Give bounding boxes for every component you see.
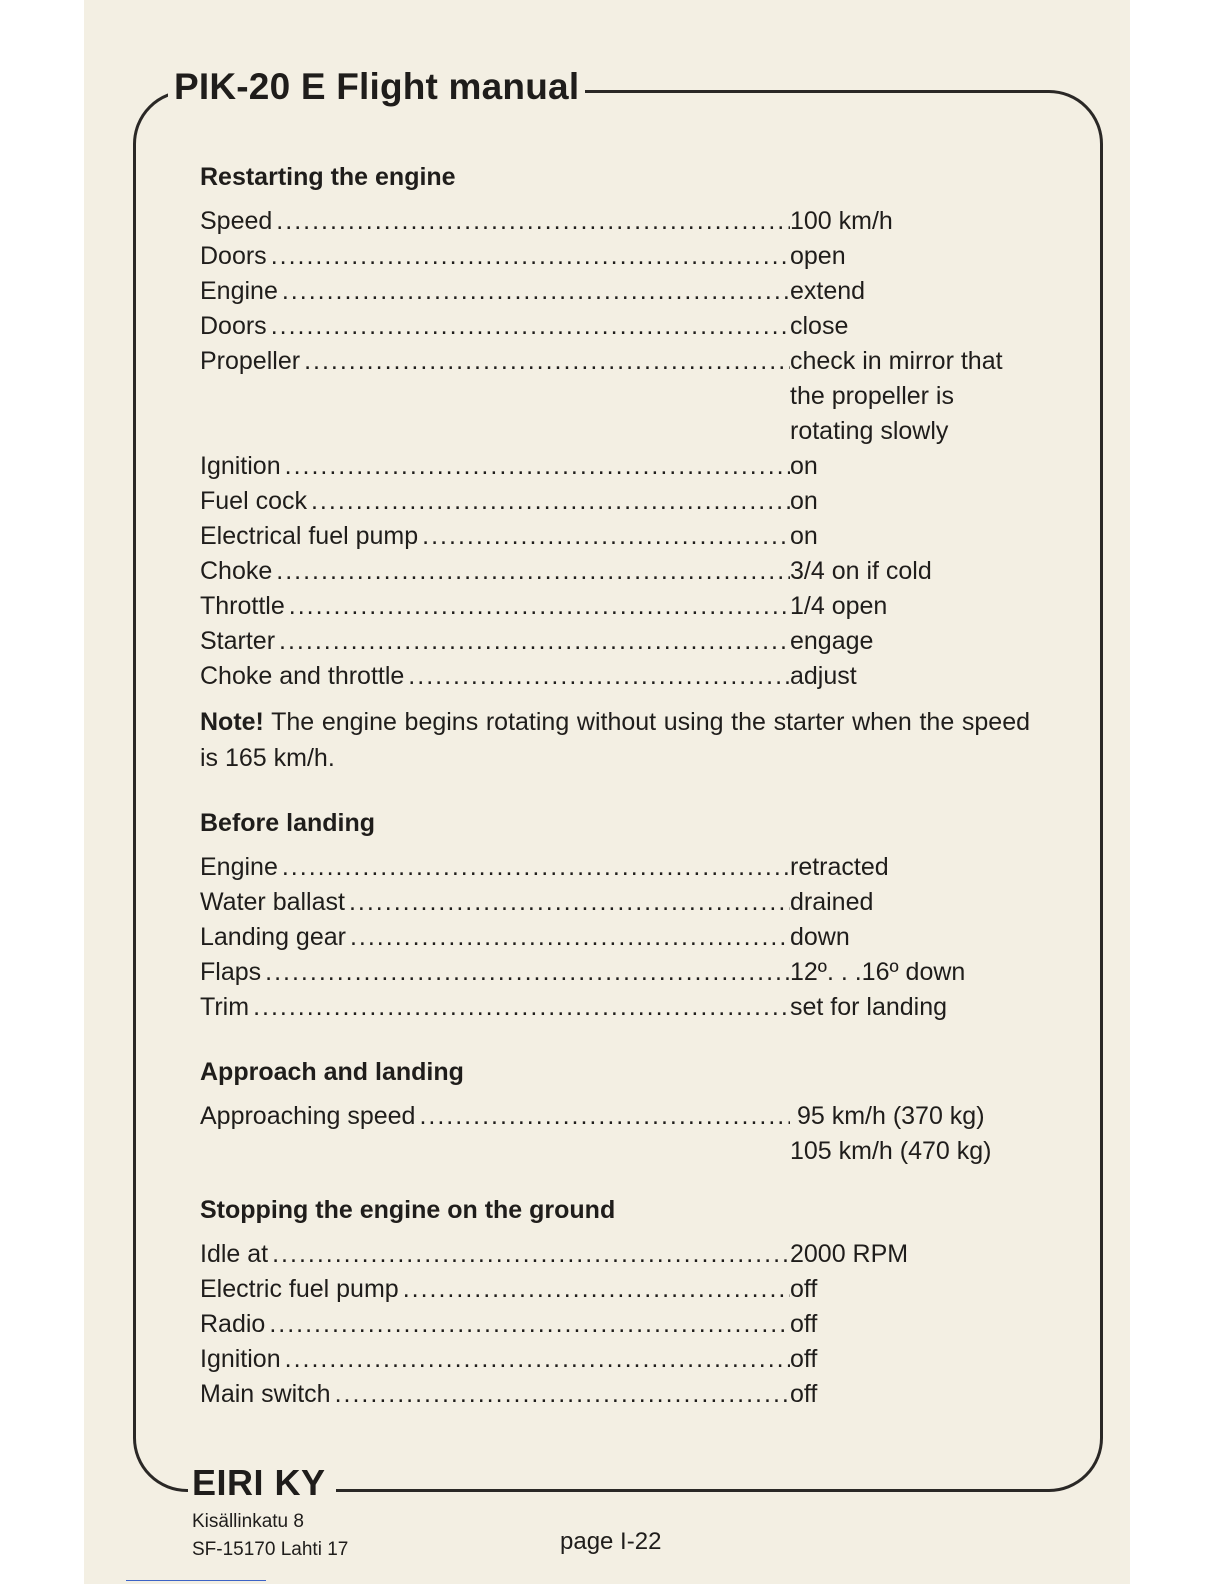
checklist-item-value-line: adjust bbox=[790, 662, 857, 690]
checklist-item-label bbox=[200, 885, 790, 920]
checklist-item-label-text: Trim bbox=[200, 993, 250, 1021]
checklist-item-label-text: Engine bbox=[200, 277, 278, 305]
checklist-row bbox=[200, 484, 1034, 519]
checklist-item-label-text: Idle at bbox=[200, 1240, 269, 1268]
checklist-row bbox=[200, 449, 1034, 484]
checklist-item-label bbox=[200, 1099, 790, 1134]
checklist-restarting bbox=[200, 204, 1034, 694]
note-text: The engine begins rotating without using the starter when the speed is 165 km/h. bbox=[200, 708, 1030, 772]
checklist-item-value-line: 1/4 open bbox=[790, 592, 888, 620]
checklist-item-label bbox=[200, 554, 790, 589]
checklist-item-value-line: off bbox=[790, 1275, 818, 1303]
dot-leader bbox=[307, 484, 790, 519]
checklist-item-value-line: on bbox=[790, 487, 818, 515]
note-paragraph bbox=[200, 704, 1030, 776]
checklist-row bbox=[200, 850, 1034, 885]
checklist-item-label-text: Main switch bbox=[200, 1380, 331, 1408]
checklist-item-label-text: Approaching speed bbox=[200, 1102, 416, 1130]
dot-leader bbox=[418, 519, 790, 554]
page-number: page I-22 bbox=[560, 1528, 662, 1555]
checklist-row bbox=[200, 519, 1034, 554]
manual-title: PIK-20 E Flight manual bbox=[168, 66, 585, 108]
checklist-row bbox=[200, 885, 1034, 920]
checklist-item-value bbox=[790, 449, 1034, 484]
address-line-street: Kisällinkatu 8 bbox=[192, 1511, 304, 1532]
dot-leader bbox=[275, 624, 790, 659]
checklist-item-value-line: the propeller is bbox=[790, 382, 954, 410]
checklist-row bbox=[200, 624, 1034, 659]
checklist-row bbox=[200, 1099, 1034, 1169]
dot-leader bbox=[249, 990, 790, 1025]
checklist-row bbox=[200, 1272, 1034, 1307]
checklist-item-value-line: 12º. . .16º down bbox=[790, 958, 966, 986]
checklist-item-value-line: down bbox=[790, 923, 850, 951]
checklist-item-value bbox=[790, 309, 1034, 344]
checklist-item-label bbox=[200, 204, 790, 239]
checklist-row bbox=[200, 1342, 1034, 1377]
checklist-item-value-line: on bbox=[790, 452, 818, 480]
checklist-item-label bbox=[200, 274, 790, 309]
checklist-item-value bbox=[790, 1099, 1034, 1169]
dot-leader bbox=[261, 955, 790, 990]
checklist-item-label-text: Fuel cock bbox=[200, 487, 307, 515]
checklist-item-label bbox=[200, 449, 790, 484]
checklist-item-label bbox=[200, 850, 790, 885]
checklist-item-value-line: on bbox=[790, 522, 818, 550]
checklist-row bbox=[200, 1307, 1034, 1342]
checklist-item-value bbox=[790, 990, 1034, 1025]
checklist-item-value-line: rotating slowly bbox=[790, 417, 949, 445]
checklist-item-label-text: Starter bbox=[200, 627, 276, 655]
dot-leader bbox=[268, 1237, 790, 1272]
checklist-item-value-line: 2000 RPM bbox=[790, 1240, 909, 1268]
checklist-row bbox=[200, 274, 1034, 309]
checklist-item-label-text: Landing gear bbox=[200, 923, 346, 951]
checklist-item-value-line: engage bbox=[790, 627, 874, 655]
checklist-item-label bbox=[200, 659, 790, 694]
checklist-item-label-text: Choke and throttle bbox=[200, 662, 405, 690]
checklist-item-label-text: Radio bbox=[200, 1310, 266, 1338]
dot-leader bbox=[415, 1099, 790, 1134]
checklist-item-label-text: Water ballast bbox=[200, 888, 345, 916]
checklist-item-label-text: Doors bbox=[200, 242, 267, 270]
checklist-row bbox=[200, 554, 1034, 589]
dot-leader bbox=[346, 920, 790, 955]
checklist-item-label-text: Electrical fuel pump bbox=[200, 522, 419, 550]
checklist-item-value bbox=[790, 659, 1034, 694]
checklist-item-value bbox=[790, 850, 1034, 885]
checklist-item-value-line: close bbox=[790, 312, 849, 340]
checklist-item-value bbox=[790, 239, 1034, 274]
address-line-city: SF-15170 Lahti 17 bbox=[192, 1539, 349, 1560]
checklist-item-value-line: retracted bbox=[790, 853, 889, 881]
dot-leader bbox=[272, 204, 790, 239]
checklist-row bbox=[200, 955, 1034, 990]
checklist-item-label bbox=[200, 1377, 790, 1412]
company-address bbox=[192, 1508, 348, 1564]
checklist-item-value bbox=[790, 1307, 1034, 1342]
checklist-row bbox=[200, 920, 1034, 955]
checklist-item-value-line: set for landing bbox=[790, 993, 948, 1021]
checklist-item-label-text: Ignition bbox=[200, 452, 281, 480]
checklist-item-label bbox=[200, 990, 790, 1025]
checklist-row bbox=[200, 239, 1034, 274]
checklist-item-value bbox=[790, 1342, 1034, 1377]
checklist-row bbox=[200, 990, 1034, 1025]
checklist-item-label-text: Electric fuel pump bbox=[200, 1275, 399, 1303]
dot-leader bbox=[285, 589, 790, 624]
checklist-item-value bbox=[790, 1377, 1034, 1412]
checklist-row bbox=[200, 204, 1034, 239]
dot-leader bbox=[399, 1272, 790, 1307]
checklist-item-value-line: open bbox=[790, 242, 846, 270]
link-underline-mark bbox=[126, 1580, 266, 1581]
dot-leader bbox=[278, 850, 790, 885]
dot-leader bbox=[267, 239, 790, 274]
checklist-item-value bbox=[790, 204, 1034, 239]
checklist-item-value bbox=[790, 589, 1034, 624]
checklist-item-label-text: Engine bbox=[200, 853, 278, 881]
dot-leader bbox=[265, 1307, 790, 1342]
checklist-item-value bbox=[790, 274, 1034, 309]
checklist-content bbox=[200, 160, 1034, 1412]
checklist-item-label bbox=[200, 1342, 790, 1377]
dot-leader bbox=[331, 1377, 790, 1412]
note-label: Note! bbox=[200, 708, 264, 736]
checklist-item-value bbox=[790, 519, 1034, 554]
dot-leader bbox=[345, 885, 790, 920]
checklist-item-label bbox=[200, 920, 790, 955]
checklist-stopping bbox=[200, 1237, 1034, 1412]
checklist-item-label bbox=[200, 1272, 790, 1307]
checklist-row bbox=[200, 1377, 1034, 1412]
checklist-item-value-line: off bbox=[790, 1380, 818, 1408]
checklist-item-value bbox=[790, 955, 1034, 990]
checklist-item-label-text: Choke bbox=[200, 557, 273, 585]
checklist-item-label-text: Ignition bbox=[200, 1345, 281, 1373]
dot-leader bbox=[404, 659, 790, 694]
checklist-item-label-text: Throttle bbox=[200, 592, 285, 620]
checklist-item-label-text: Speed bbox=[200, 207, 273, 235]
checklist-item-value bbox=[790, 1272, 1034, 1307]
checklist-item-label bbox=[200, 239, 790, 274]
checklist-item-value bbox=[790, 1237, 1034, 1272]
checklist-item-value bbox=[790, 344, 1034, 449]
checklist-row bbox=[200, 1237, 1034, 1272]
section-heading-approach: Approach and landing bbox=[200, 1058, 464, 1086]
checklist-item-label-text: Doors bbox=[200, 312, 267, 340]
checklist-item-label bbox=[200, 1237, 790, 1272]
section-heading-stopping: Stopping the engine on the ground bbox=[200, 1196, 616, 1224]
checklist-item-label bbox=[200, 309, 790, 344]
checklist-item-value-line: drained bbox=[790, 888, 874, 916]
checklist-item-label-text: Flaps bbox=[200, 958, 262, 986]
checklist-item-label bbox=[200, 1307, 790, 1342]
checklist-item-value-line: off bbox=[790, 1345, 818, 1373]
checklist-item-value-line: off bbox=[790, 1310, 818, 1338]
checklist-item-label bbox=[200, 484, 790, 519]
checklist-item-value bbox=[790, 885, 1034, 920]
checklist-item-value bbox=[790, 484, 1034, 519]
checklist-row bbox=[200, 589, 1034, 624]
checklist-item-label bbox=[200, 519, 790, 554]
checklist-item-label bbox=[200, 955, 790, 990]
section-heading-before-landing: Before landing bbox=[200, 809, 376, 837]
checklist-item-label bbox=[200, 344, 790, 379]
checklist-item-label bbox=[200, 624, 790, 659]
dot-leader bbox=[278, 274, 790, 309]
checklist-item-value-line: 105 km/h (470 kg) bbox=[790, 1137, 992, 1165]
company-name: EIRI KY bbox=[188, 1462, 336, 1504]
dot-leader bbox=[300, 344, 790, 379]
checklist-row bbox=[200, 659, 1034, 694]
dot-leader bbox=[267, 309, 790, 344]
dot-leader bbox=[281, 1342, 790, 1377]
dot-leader bbox=[272, 554, 790, 589]
checklist-item-value-line: 3/4 on if cold bbox=[790, 557, 932, 585]
dot-leader bbox=[281, 449, 790, 484]
checklist-item-value bbox=[790, 554, 1034, 589]
checklist-item-value-line: 95 km/h (370 kg) bbox=[790, 1102, 985, 1130]
checklist-item-value-line: 100 km/h bbox=[790, 207, 893, 235]
checklist-row bbox=[200, 309, 1034, 344]
checklist-item-value bbox=[790, 624, 1034, 659]
section-heading-restarting: Restarting the engine bbox=[200, 163, 456, 191]
checklist-item-value bbox=[790, 920, 1034, 955]
checklist-item-value-line: extend bbox=[790, 277, 866, 305]
checklist-before-landing bbox=[200, 850, 1034, 1025]
checklist-item-value-line: check in mirror that bbox=[790, 347, 1003, 375]
checklist-item-label bbox=[200, 589, 790, 624]
checklist-item-label-text: Propeller bbox=[200, 347, 301, 375]
checklist-approach bbox=[200, 1099, 1034, 1169]
checklist-row bbox=[200, 344, 1034, 449]
